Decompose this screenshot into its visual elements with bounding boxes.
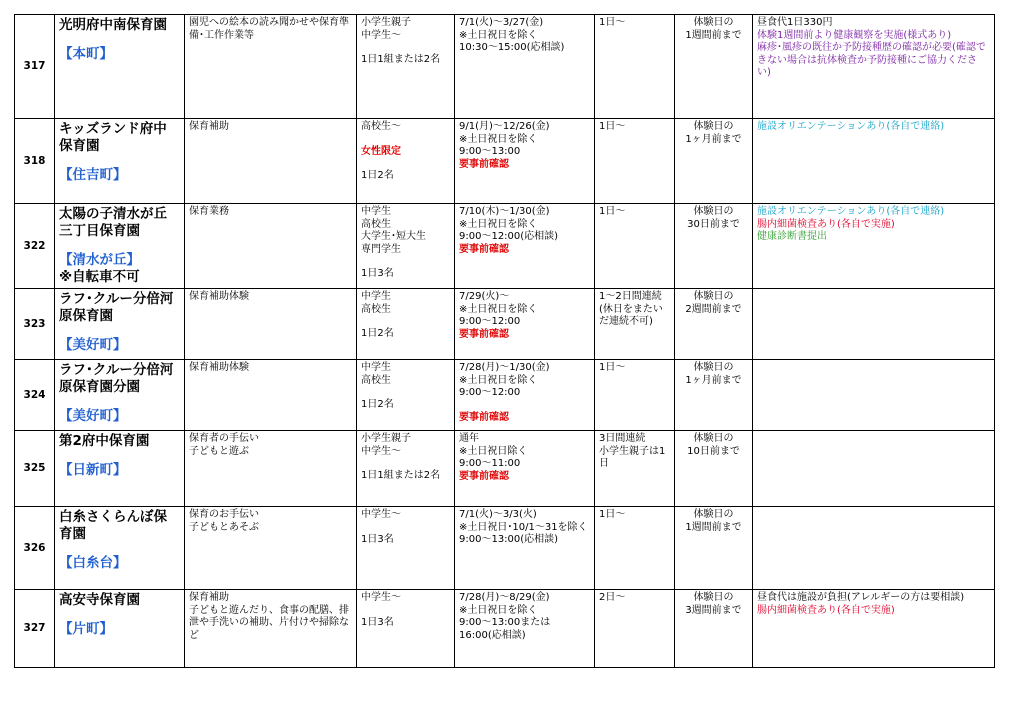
period-cell [455, 360, 595, 431]
target-text: 専門学生 [361, 243, 401, 255]
days-cell [595, 289, 675, 360]
period-text: 9:00～13:00(応相談) [459, 534, 559, 545]
notes-cell [753, 204, 995, 289]
facility-table [14, 14, 995, 668]
period-text: 9:00～13:00 [459, 146, 521, 157]
days-text: 1日～ [599, 17, 626, 28]
target-text: 1日3名 [361, 268, 394, 279]
period-text: 7/29(火)～ [459, 291, 510, 302]
spacer [361, 387, 450, 399]
days-cell [595, 204, 675, 289]
days-text: 小学生親子は1日 [599, 445, 666, 469]
target-text: 小学生親子 [361, 17, 411, 28]
period-cell [455, 289, 595, 360]
activity-content-cell [185, 15, 357, 119]
target-text: 1日1組または2名 [361, 470, 441, 481]
table-row [15, 119, 995, 204]
period-cell [455, 204, 595, 289]
activity-content: 子どもとあそぶ [189, 521, 259, 533]
facility-name: 第2府中保育園 [59, 433, 150, 449]
days-cell [595, 15, 675, 119]
days-text: 2日～ [599, 592, 626, 603]
facility-name: 白糸さくらんぼ保育園 [59, 509, 167, 542]
deadline-text: 30日前まで [687, 218, 740, 230]
table-row [15, 15, 995, 119]
target-cell [357, 204, 455, 289]
activity-content: 保育業務 [189, 206, 229, 217]
facility-area: 【本町】 [59, 46, 113, 62]
target-text: 小学生親子 [361, 433, 411, 444]
period-text: 7/28(月)～8/29(金) [459, 592, 550, 603]
deadline-cell [675, 360, 753, 431]
facility-area: 【美好町】 [59, 337, 127, 353]
deadline-text: 体験日の [693, 206, 734, 217]
spacer [361, 158, 450, 170]
facility-cell [55, 590, 185, 668]
target-cell [357, 590, 455, 668]
table-row [15, 590, 995, 668]
target-text: 1日2名 [361, 328, 394, 339]
entry-number: 317 [15, 15, 55, 119]
activity-content: 子どもと遊ぶ [189, 445, 249, 457]
note-text: 昼食代は施設が負担(アレルギーの方は要相談) [757, 592, 965, 603]
entry-number: 322 [15, 204, 55, 289]
facility-cell [55, 204, 185, 289]
days-text: 1日～ [599, 362, 626, 373]
period-text: ※土日祝日･10/1～31を除く [459, 521, 588, 533]
notes-cell [753, 289, 995, 360]
days-text: 1～2日間連続(休日をまたいだ連続不可) [599, 291, 663, 327]
deadline-cell [675, 204, 753, 289]
target-text: 中学生～ [361, 509, 401, 520]
target-cell [357, 15, 455, 119]
activity-content-cell [185, 507, 357, 590]
note-text: 施設オリエンテーションあり(各自で連絡) [757, 206, 945, 217]
note-text: 体験1週間前より健康観察を実施(様式あり) [757, 29, 952, 41]
entry-number: 324 [15, 360, 55, 431]
deadline-text: 体験日の [693, 592, 734, 603]
facility-area: 【白糸台】 [59, 555, 127, 571]
facility-cell [55, 289, 185, 360]
period-text: 9:00～12:00 [459, 387, 521, 398]
period-text: 要事前確認 [459, 243, 509, 255]
activity-content-cell [185, 204, 357, 289]
target-text: 中学生～ [361, 592, 401, 603]
period-cell [455, 590, 595, 668]
period-text: 通年 [459, 433, 479, 444]
deadline-text: 体験日の [693, 291, 734, 302]
period-text: 要事前確認 [459, 411, 509, 423]
notes-cell [753, 360, 995, 431]
target-cell [357, 360, 455, 431]
notes-cell [753, 119, 995, 204]
period-text: 7/10(木)～1/30(金) [459, 206, 550, 217]
target-text: 1日2名 [361, 399, 394, 410]
period-text: 9:00～11:00 [459, 458, 521, 469]
note-text: 健康診断書提出 [757, 231, 827, 242]
notes-cell [753, 590, 995, 668]
period-text: ※土日祝日除く [459, 445, 528, 457]
deadline-cell [675, 15, 753, 119]
target-text: 1日1組または2名 [361, 54, 441, 65]
period-text: 要事前確認 [459, 158, 509, 170]
note-text: 麻疹･風疹の既往か予防接種歴の確認が必要(確認できない場合は抗体検査か予防接種にご協力ください) [757, 42, 986, 78]
notes-cell [753, 431, 995, 507]
activity-content-cell [185, 119, 357, 204]
activity-content-cell [185, 289, 357, 360]
facility-remark: ※自転車不可 [59, 269, 140, 285]
notes-cell [753, 507, 995, 590]
facility-name: 高安寺保育園 [59, 592, 140, 608]
target-cell [357, 119, 455, 204]
activity-content: 保育補助体験 [189, 291, 249, 302]
facility-name: 太陽の子清水が丘三丁目保育園 [59, 206, 167, 239]
target-text: 高校生 [361, 218, 391, 230]
facility-area: 【美好町】 [59, 408, 127, 424]
target-text: 高校生 [361, 303, 391, 315]
days-cell [595, 360, 675, 431]
facility-area: 【清水が丘】 [59, 252, 140, 268]
deadline-text: 1週間前まで [685, 521, 742, 533]
entry-number: 326 [15, 507, 55, 590]
entry-number: 325 [15, 431, 55, 507]
spacer [361, 134, 450, 146]
period-text: 9/1(月)～12/26(金) [459, 121, 550, 132]
target-text: 1日3名 [361, 533, 394, 545]
spacer [459, 400, 590, 412]
activity-content-cell [185, 590, 357, 668]
deadline-text: 1ヶ月前まで [685, 133, 742, 145]
target-text: 中学生 [361, 291, 391, 302]
facility-cell [55, 431, 185, 507]
period-text: 7/1(火)～3/3(火) [459, 509, 537, 520]
spacer [361, 256, 450, 268]
activity-content: 保育補助体験 [189, 362, 249, 373]
period-text: ※土日祝日を除く [459, 133, 538, 145]
days-text: 1日～ [599, 509, 626, 520]
spacer [361, 458, 450, 470]
target-text: 1日3名 [361, 616, 394, 628]
days-text: 1日～ [599, 206, 626, 217]
facility-name: ラフ･クルー分倍河原保育園分園 [59, 362, 174, 395]
activity-content-cell [185, 360, 357, 431]
table-row [15, 204, 995, 289]
entry-number: 323 [15, 289, 55, 360]
spacer [361, 605, 450, 617]
facility-area: 【住吉町】 [59, 167, 127, 183]
note-text: 施設オリエンテーションあり(各自で連絡) [757, 121, 945, 132]
period-cell [455, 507, 595, 590]
activity-content-cell [185, 431, 357, 507]
target-cell [357, 507, 455, 590]
target-cell [357, 431, 455, 507]
spacer [361, 522, 450, 534]
days-text: 3日間連続 [599, 433, 646, 444]
period-text: 9:00～12:00 [459, 316, 521, 327]
period-text: 9:00～12:00(応相談) [459, 231, 559, 242]
period-text: 要事前確認 [459, 470, 509, 482]
activity-content: 保育のお手伝い [189, 509, 259, 520]
note-text: 腸内細菌検査あり(各自で実施) [757, 218, 895, 230]
days-cell [595, 590, 675, 668]
deadline-text: 体験日の [693, 509, 734, 520]
days-cell [595, 507, 675, 590]
period-cell [455, 15, 595, 119]
note-text: 昼食代1日330円 [757, 17, 833, 28]
target-text: 中学生 [361, 206, 391, 217]
activity-content: 保育者の手伝い [189, 433, 259, 444]
period-cell [455, 431, 595, 507]
target-cell [357, 289, 455, 360]
deadline-text: 体験日の [693, 362, 734, 373]
target-text: 高校生～ [361, 121, 401, 132]
deadline-cell [675, 507, 753, 590]
days-cell [595, 119, 675, 204]
deadline-text: 10日前まで [687, 445, 740, 457]
activity-content: 保育補助 [189, 592, 229, 603]
period-text: ※土日祝日を除く [459, 374, 538, 386]
period-text: 7/1(火)～3/27(金) [459, 17, 544, 28]
period-text: ※土日祝日を除く [459, 604, 538, 616]
facility-cell [55, 360, 185, 431]
activity-content: 保育補助 [189, 121, 229, 132]
table-row [15, 431, 995, 507]
spacer [361, 42, 450, 54]
entry-number: 318 [15, 119, 55, 204]
activity-content: 子どもと遊んだり、食事の配膳、排泄や手洗いの補助、片付けや掃除など [189, 604, 349, 641]
target-text: 中学生 [361, 362, 391, 373]
deadline-text: 体験日の [693, 121, 734, 132]
target-text: 1日2名 [361, 170, 394, 181]
table-row [15, 360, 995, 431]
facility-area: 【日新町】 [59, 462, 127, 478]
facility-name: キッズランド府中保育園 [59, 121, 167, 154]
deadline-text: 1ヶ月前まで [685, 374, 742, 386]
activity-content: 園児への絵本の読み聞かせや保育準備･工作作業等 [189, 17, 349, 41]
deadline-cell [675, 119, 753, 204]
spacer [361, 316, 450, 328]
facility-name: 光明府中南保育園 [59, 17, 167, 33]
period-text: ※土日祝日を除く [459, 218, 538, 230]
facility-name: ラフ･クルー分倍河原保育園 [59, 291, 174, 324]
notes-cell [753, 15, 995, 119]
days-text: 1日～ [599, 121, 626, 132]
period-text: 要事前確認 [459, 328, 509, 340]
period-text: 10:30～15:00(応相談) [459, 42, 565, 53]
deadline-text: 3週間前まで [685, 604, 742, 616]
target-text: 大学生･短大生 [361, 231, 426, 242]
note-text: 腸内細菌検査あり(各自で実施) [757, 604, 895, 616]
period-text: 7/28(月)～1/30(金) [459, 362, 550, 373]
facility-cell [55, 507, 185, 590]
deadline-text: 体験日の [693, 433, 734, 444]
deadline-cell [675, 590, 753, 668]
deadline-text: 2週間前まで [685, 303, 742, 315]
facility-cell [55, 15, 185, 119]
entry-number: 327 [15, 590, 55, 668]
facility-area: 【片町】 [59, 621, 113, 637]
period-text: ※土日祝日を除く [459, 303, 538, 315]
target-text: 女性限定 [361, 145, 401, 157]
deadline-text: 1週間前まで [685, 29, 742, 41]
table-row [15, 289, 995, 360]
period-text: ※土日祝日を除く [459, 29, 538, 41]
period-text: 9:00～13:00または16:00(応相談) [459, 617, 551, 641]
deadline-cell [675, 431, 753, 507]
target-text: 高校生 [361, 374, 391, 386]
target-text: 中学生～ [361, 445, 401, 457]
target-text: 中学生～ [361, 29, 401, 41]
days-cell [595, 431, 675, 507]
period-cell [455, 119, 595, 204]
table-row [15, 507, 995, 590]
deadline-text: 体験日の [693, 17, 734, 28]
deadline-cell [675, 289, 753, 360]
facility-cell [55, 119, 185, 204]
